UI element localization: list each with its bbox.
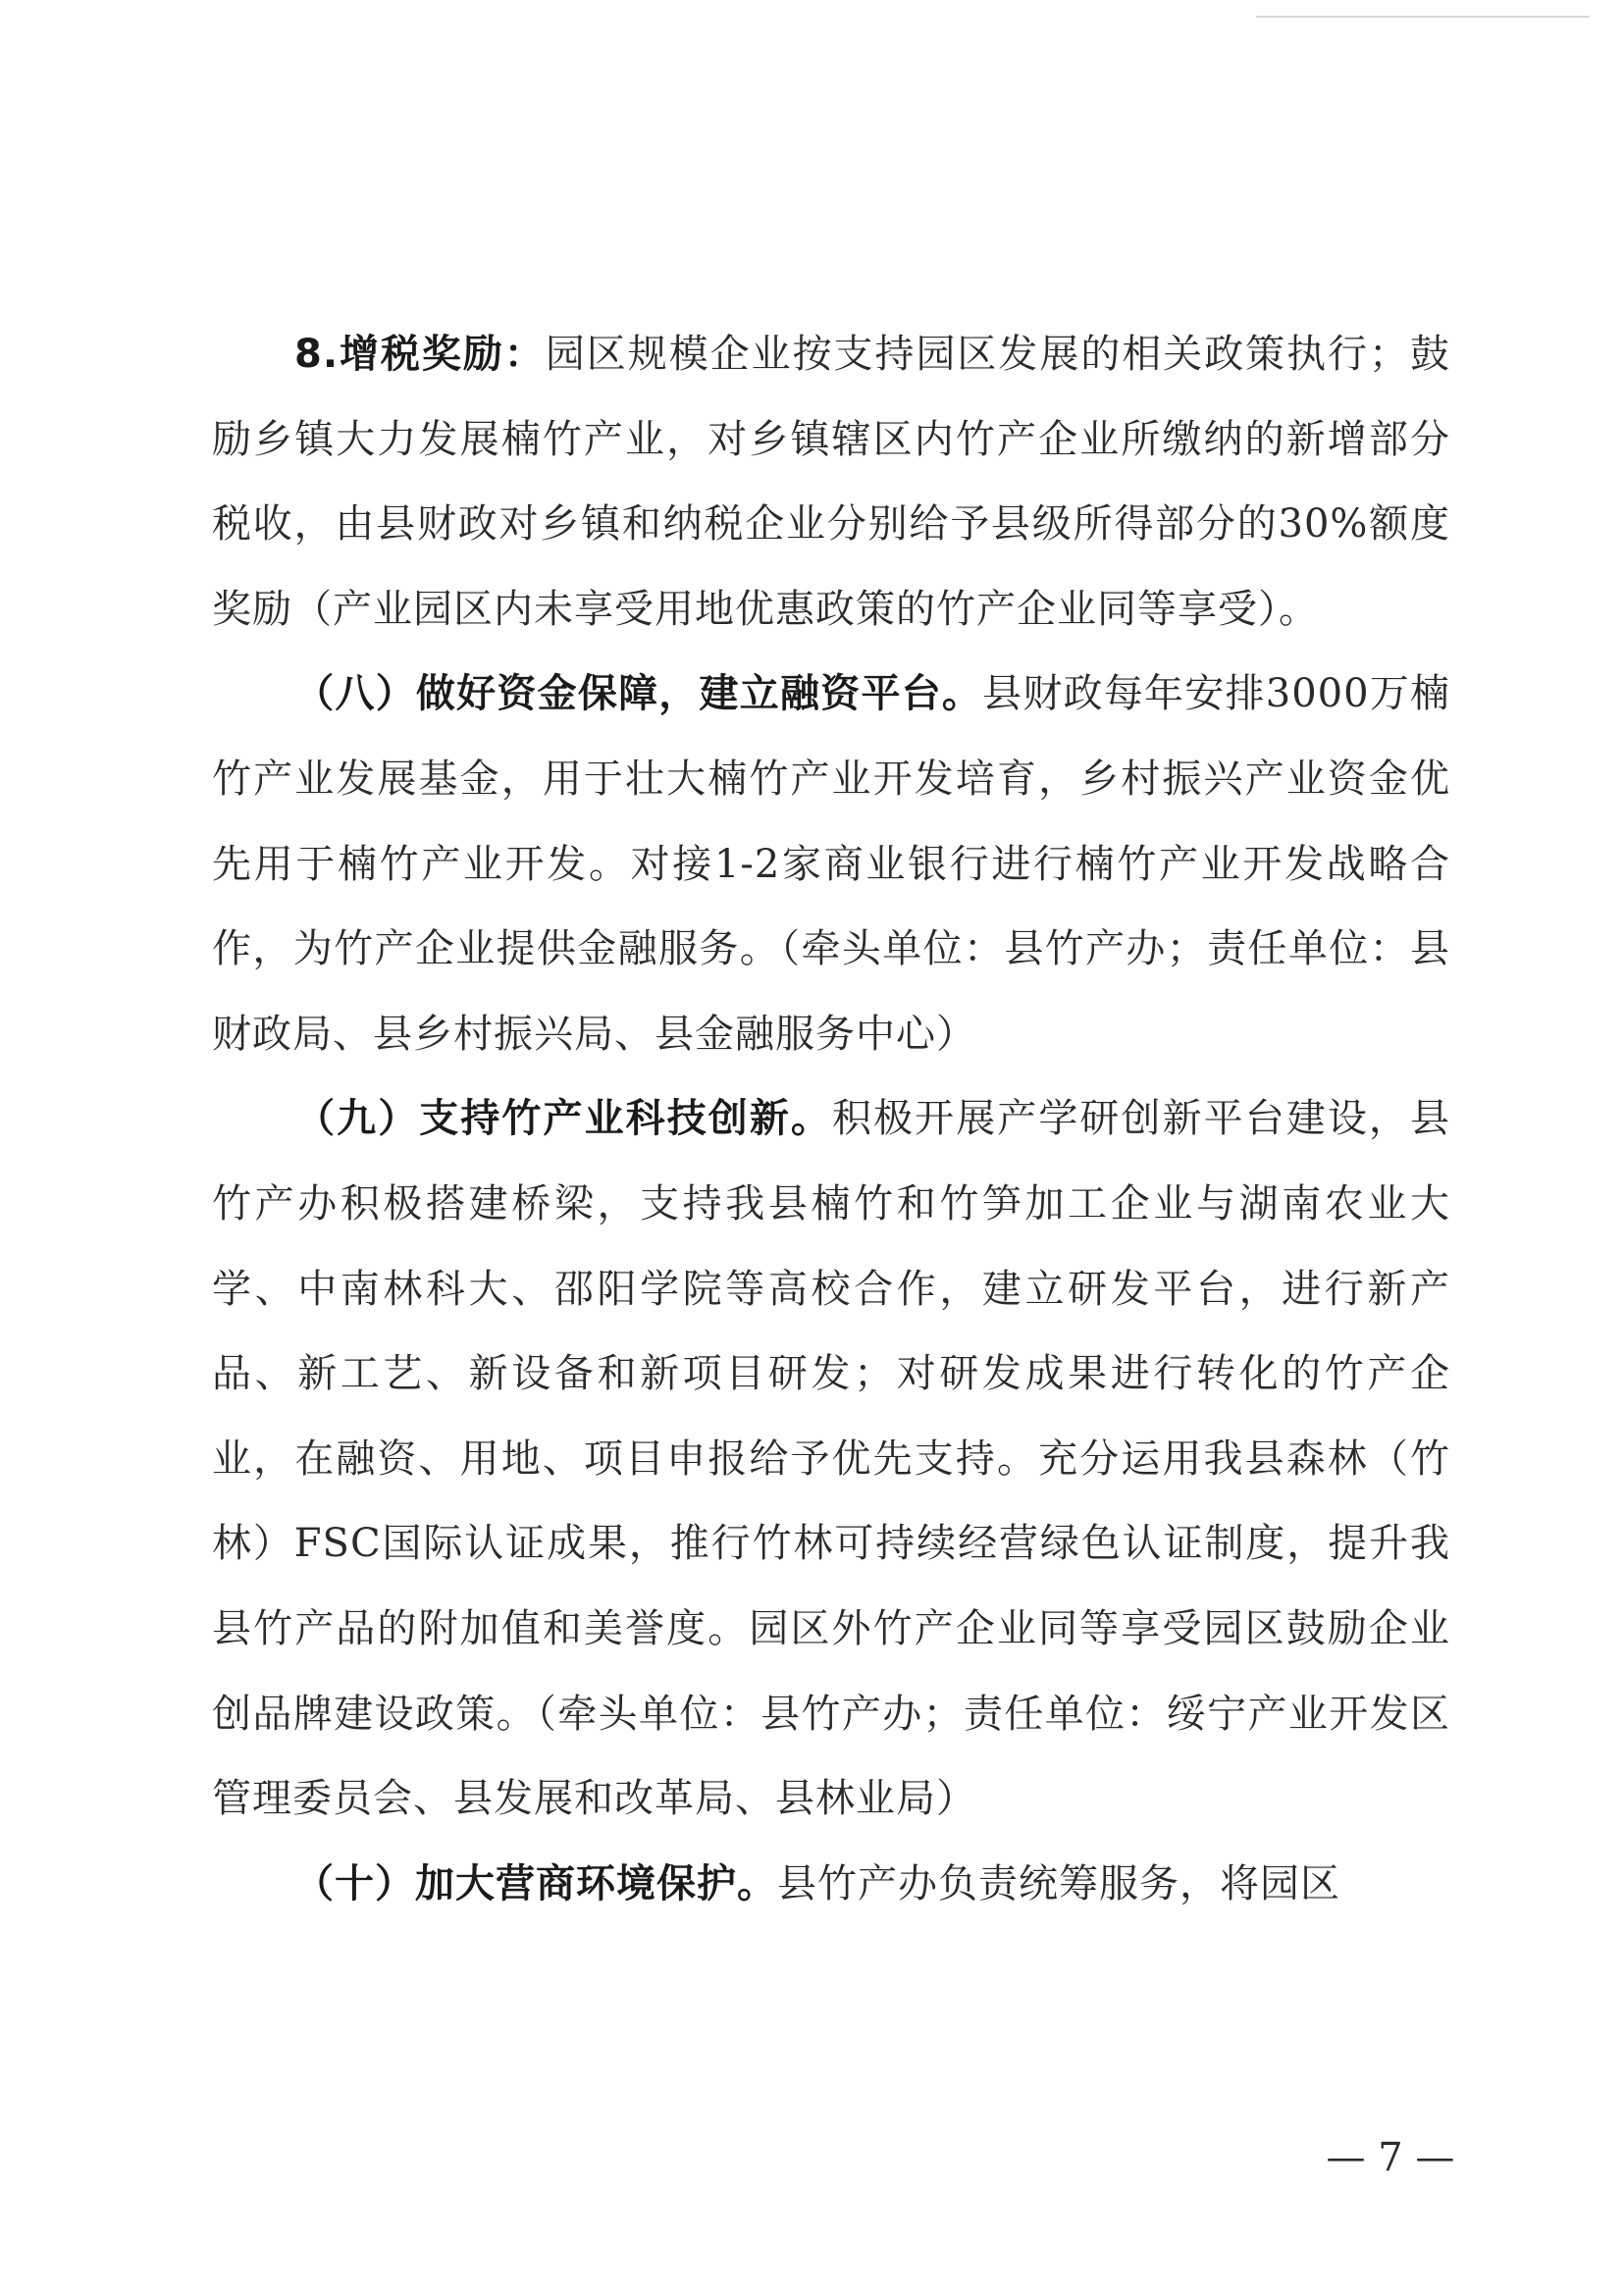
paragraph-text: 县竹产办负责统筹服务，将园区 [777,1860,1340,1906]
paragraph-heading: 8.增税奖励： [294,332,546,377]
paragraph-business-environment [212,1842,1450,1927]
paragraph-funding-guarantee [212,652,1450,1076]
paragraph-heading: （十）加大营商环境保护。 [294,1860,777,1906]
paragraph-tax-incentive [212,312,1450,652]
paragraph-heading: （九）支持竹产业科技创新。 [294,1096,832,1142]
paragraph-text: 县财政每年安排3000万楠竹产业发展基金，用于壮大楠竹产业开发培育，乡村振兴产业资金优先用于楠竹产业开发。对接1-2家商业银行进行楠竹产业开发战略合作，为竹产企业提供金融服务。（牵头单位：县竹产办；责任单位：县财政局、县乡村振兴局、县金融服务中心） [212,671,1451,1057]
page-number: — 7 — [1326,2135,1455,2180]
scan-artifact-line [1256,16,1590,18]
paragraph-text: 园区规模企业按支持园区发展的相关政策执行；鼓励乡镇大力发展楠竹产业，对乡镇辖区内竹产企业所缴纳的新增部分税收，由县财政对乡镇和纳税企业分别给予县级所得部分的30%额度奖励（产业园区内未享受用地优惠政策的竹产企业同等享受）。 [212,332,1451,632]
paragraph-tech-innovation [212,1076,1450,1841]
paragraph-heading: （八）做好资金保障，建立融资平台。 [294,671,983,717]
paragraph-text: 积极开展产学研创新平台建设，县竹产办积极搭建桥梁，支持我县楠竹和竹笋加工企业与湖南农业大学、中南林科大、邵阳学院等高校合作，建立研发平台，进行新产品、新工艺、新设备和新项目研发；对研发成果进行转化的竹产企业，在融资、用地、项目申报给予优先支持。充分运用我县森林（竹林）FSC国际认证成果，推行竹林可持续经营绿色认证制度，提升我县竹产品的附加值和美誉度。园区外竹产企业同等享受园区鼓励企业创品牌建设政策。（牵头单位：县竹产办；责任单位：绥宁产业开发区管理委员会、县发展和改革局、县林业局） [212,1096,1450,1822]
document-body [212,312,1450,1926]
